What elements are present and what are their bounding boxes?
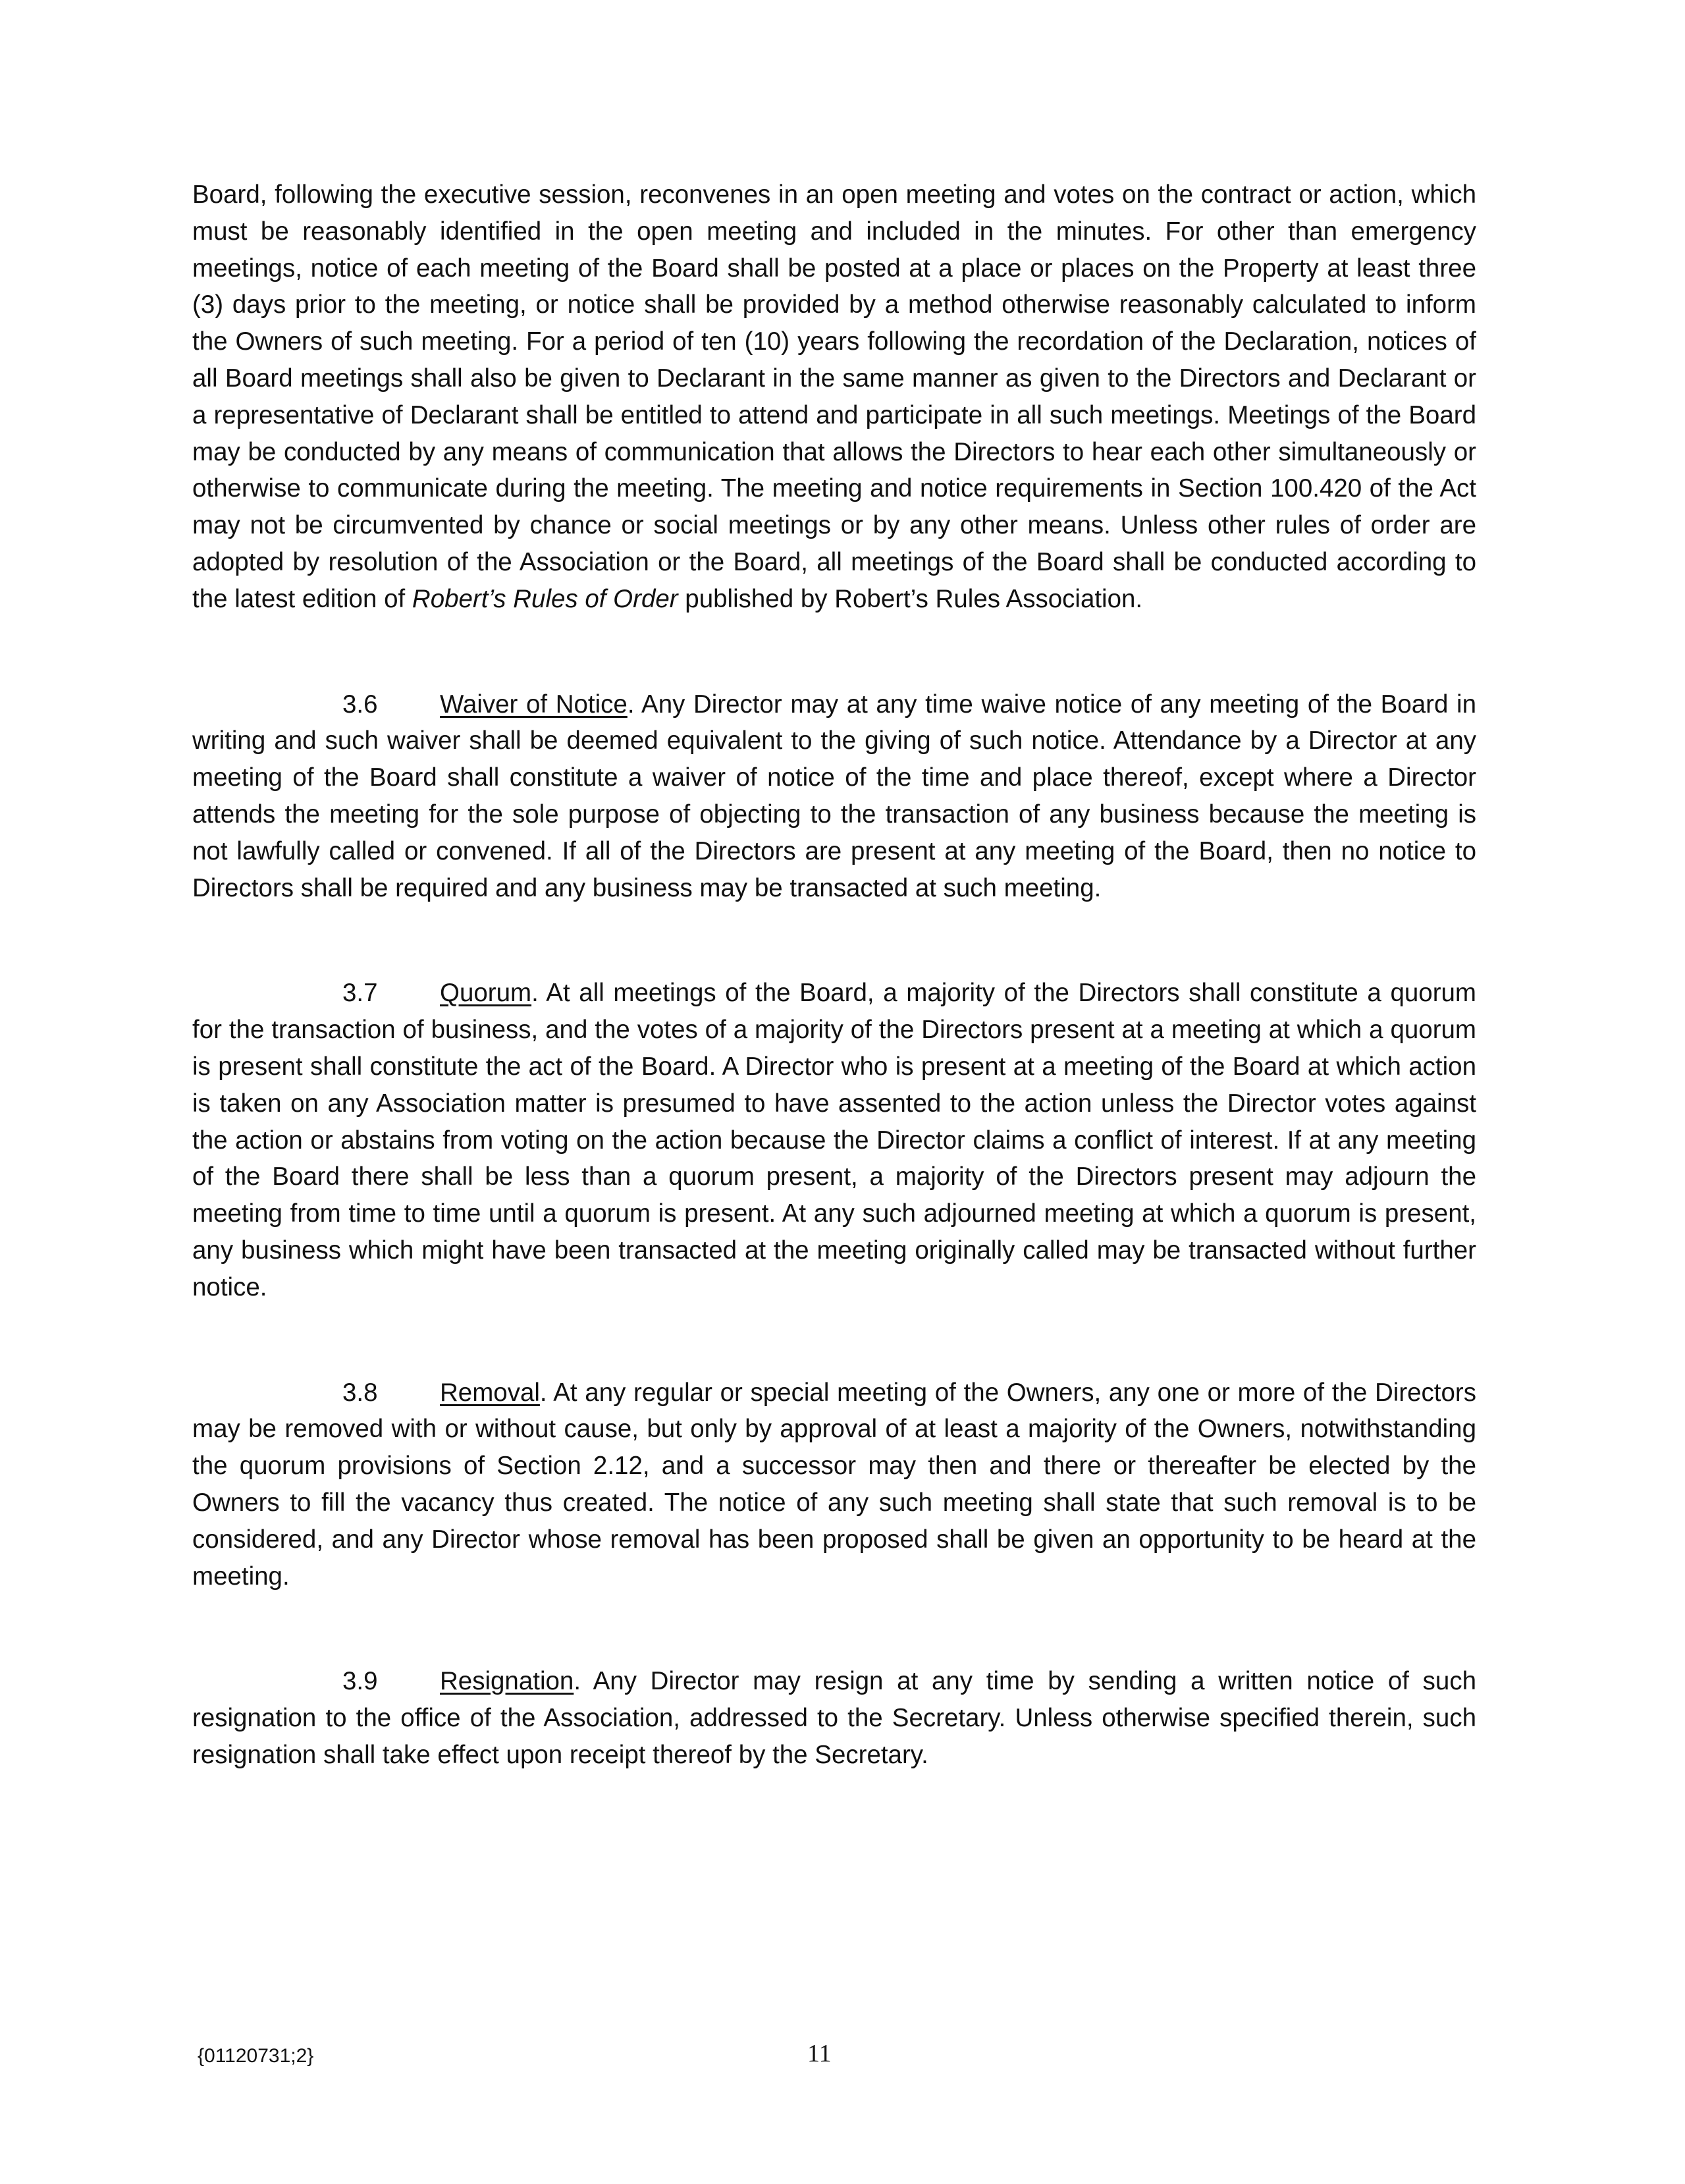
- document-body: [192, 177, 1476, 1774]
- section-body: . At all meetings of the Board, a majority of the Directors shall constitute a quorum for the transaction of business, and the votes of a majority of the Directors present at a meeting at which a quorum is present shall constitute the act of the Board. A Director who is present at a meeting of the Board at which action is taken on any Association matter is presumed to have assented to the action unless the Director votes against the action or abstains from voting on the action because the Director claims a conflict of interest. If at any meeting of the Board there shall be less than a quorum present, a majority of the Directors present may adjourn the meeting from time to time until a quorum is present. At any such adjourned meeting at which a quorum is present, any business which might have been transacted at the meeting originally called may be transacted without further notice.: [192, 979, 1476, 1301]
- section-heading: Waiver of Notice: [440, 690, 628, 719]
- section-3-9: [192, 1663, 1476, 1773]
- section-heading: Resignation: [440, 1667, 574, 1696]
- section-number: 3.6: [342, 690, 378, 719]
- section-heading: Removal: [440, 1378, 540, 1407]
- section-number: 3.7: [342, 979, 378, 1008]
- section-3-8: [192, 1375, 1476, 1595]
- section-3-7: [192, 975, 1476, 1305]
- section-body: . Any Director may at any time waive notice of any meeting of the Board in writing and such waiver shall be deemed equivalent to the giving of such notice. Attendance by a Director at any meeting of the Board shall constitute a waiver of notice of the time and place thereof, except where a Director attends the meeting for the sole purpose of objecting to the transaction of any business because the meeting is not lawfully called or convened. If all of the Directors are present at any meeting of the Board, then no notice to Directors shall be required and any business may be transacted at such meeting.: [192, 690, 1476, 902]
- page-number: 11: [807, 2040, 832, 2067]
- section-number: 3.9: [342, 1667, 378, 1696]
- document-id: {01120731;2}: [198, 2045, 314, 2067]
- section-heading: Quorum: [440, 979, 532, 1008]
- roberts-rules-title: Robert’s Rules of Order: [412, 584, 678, 613]
- opening-paragraph: [192, 177, 1476, 618]
- section-body: . Any Director may resign at any time by sending a written notice of such resignation to the office of the Association, addressed to the Secretary. Unless otherwise specified therein, such resignation shall take effect upon receipt thereof by the Secretary.: [192, 1667, 1476, 1769]
- opening-paragraph-ending: published by Robert’s Rules Association.: [678, 584, 1143, 613]
- section-body: . At any regular or special meeting of the Owners, any one or more of the Directors may be removed with or without cause, but only by approval of at least a majority of the Owners, notwithstanding the quorum provisions of Section 2.12, and a successor may then and there or thereafter be elected by the Owners to fill the vacancy thus created. The notice of any such meeting shall state that such removal is to be considered, and any Director whose removal has been proposed shall be given an opportunity to be heard at the meeting.: [192, 1378, 1476, 1591]
- opening-paragraph-text: Board, following the executive session, reconvenes in an open meeting and votes on the contract or action, which must be reasonably identified in the open meeting and included in the minutes. For other than emergency meetings, notice of each meeting of the Board shall be posted at a place or places on the Property at least three (3) days prior to the meeting, or notice shall be provided by a method otherwise reasonably calculated to inform the Owners of such meeting. For a period of ten (10) years following the recordation of the Declaration, notices of all Board meetings shall also be given to Declarant in the same manner as given to the Directors and Declarant or a representative of Declarant shall be entitled to attend and participate in all such meetings. Meetings of the Board may be conducted by any means of communication that allows the Directors to hear each other simultaneously or otherwise to communicate during the meeting. The meeting and notice requirements in Section 100.420 of the Act may not be circumvented by chance or social meetings or by any other means. Unless other rules of order are adopted by resolution of the Association or the Board, all meetings of the Board shall be conducted according to the latest edition of: [192, 180, 1476, 613]
- section-3-6: [192, 686, 1476, 907]
- section-number: 3.8: [342, 1378, 378, 1407]
